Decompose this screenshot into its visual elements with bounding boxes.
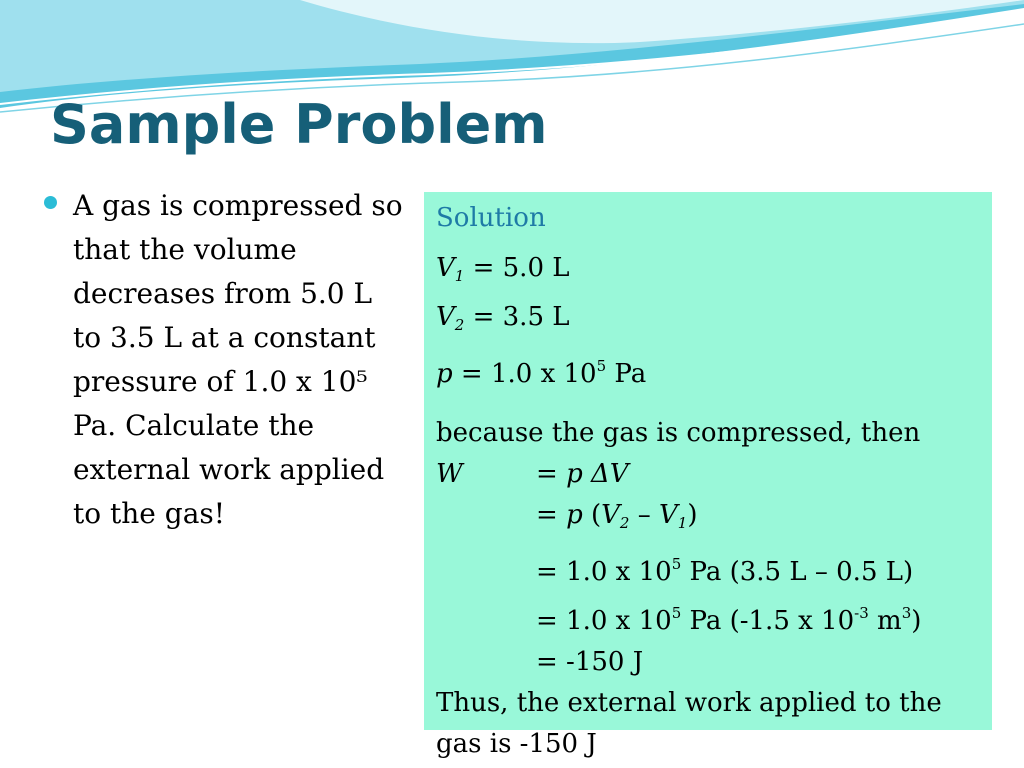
solution-box	[424, 192, 992, 759]
step-2-eq: =	[536, 500, 567, 530]
p-variable: p	[436, 359, 453, 389]
step-4-exp3: 3	[901, 604, 912, 622]
problem-statement	[44, 184, 404, 536]
p-exponent: 5	[596, 357, 607, 375]
step-2-v2: V	[601, 500, 620, 530]
bullet-dot-icon	[44, 196, 57, 209]
step-3-b: Pa (3.5 L – 0.5 L)	[681, 557, 914, 587]
because-line: because the gas is compressed, then	[436, 418, 921, 448]
v1-subscript: 1	[454, 267, 465, 285]
step-4-c: m	[868, 606, 902, 636]
v2-variable: V	[436, 302, 455, 332]
given-v1	[436, 248, 980, 297]
p-value-b: Pa	[606, 359, 647, 389]
step-1-eq: =	[536, 459, 567, 489]
step-1	[436, 454, 980, 495]
conclusion: Thus, the external work applied to the gas is -150 J	[436, 688, 942, 759]
step-4-exp2: -3	[854, 604, 869, 622]
step-2-p: p	[566, 500, 583, 530]
solution-heading: Solution	[436, 203, 546, 233]
v1-variable: V	[436, 253, 455, 283]
step-2-v1: V	[659, 500, 678, 530]
step-4-exp: 5	[671, 604, 682, 622]
w-variable: W	[436, 459, 463, 489]
v2-value: = 3.5 L	[464, 302, 570, 332]
step-3-exp: 5	[671, 555, 682, 573]
step-2-open: (	[582, 500, 602, 530]
step-2-v1-sub: 1	[677, 514, 688, 532]
step-5	[436, 642, 980, 683]
step-3	[436, 544, 980, 593]
step-2	[436, 495, 980, 544]
v2-subscript: 2	[454, 316, 465, 334]
step-2-v2-sub: 2	[619, 514, 630, 532]
p-value-a: = 1.0 x 10	[452, 359, 597, 389]
step-4-d: )	[911, 606, 922, 636]
step-1-delta-v: ΔV	[582, 459, 629, 489]
step-2-close: )	[687, 500, 698, 530]
step-2-minus: –	[629, 500, 659, 530]
given-v2	[436, 297, 980, 346]
v1-value: = 5.0 L	[464, 253, 570, 283]
step-3-a: = 1.0 x 10	[536, 557, 672, 587]
step-1-p: p	[566, 459, 583, 489]
step-4-a: = 1.0 x 10	[536, 606, 672, 636]
step-4-b: Pa (-1.5 x 10	[681, 606, 855, 636]
bullet-item	[44, 184, 404, 536]
step-5-result: = -150 J	[536, 647, 644, 677]
slide-title: Sample Problem	[50, 93, 548, 156]
given-pressure	[436, 346, 980, 395]
step-4	[436, 593, 980, 642]
problem-text: A gas is compressed so that the volume decreases from 5.0 L to 3.5 L at a constant pressure of 1.0 x 10⁵ Pa. Calculate the external work applied to the gas!	[73, 189, 403, 530]
